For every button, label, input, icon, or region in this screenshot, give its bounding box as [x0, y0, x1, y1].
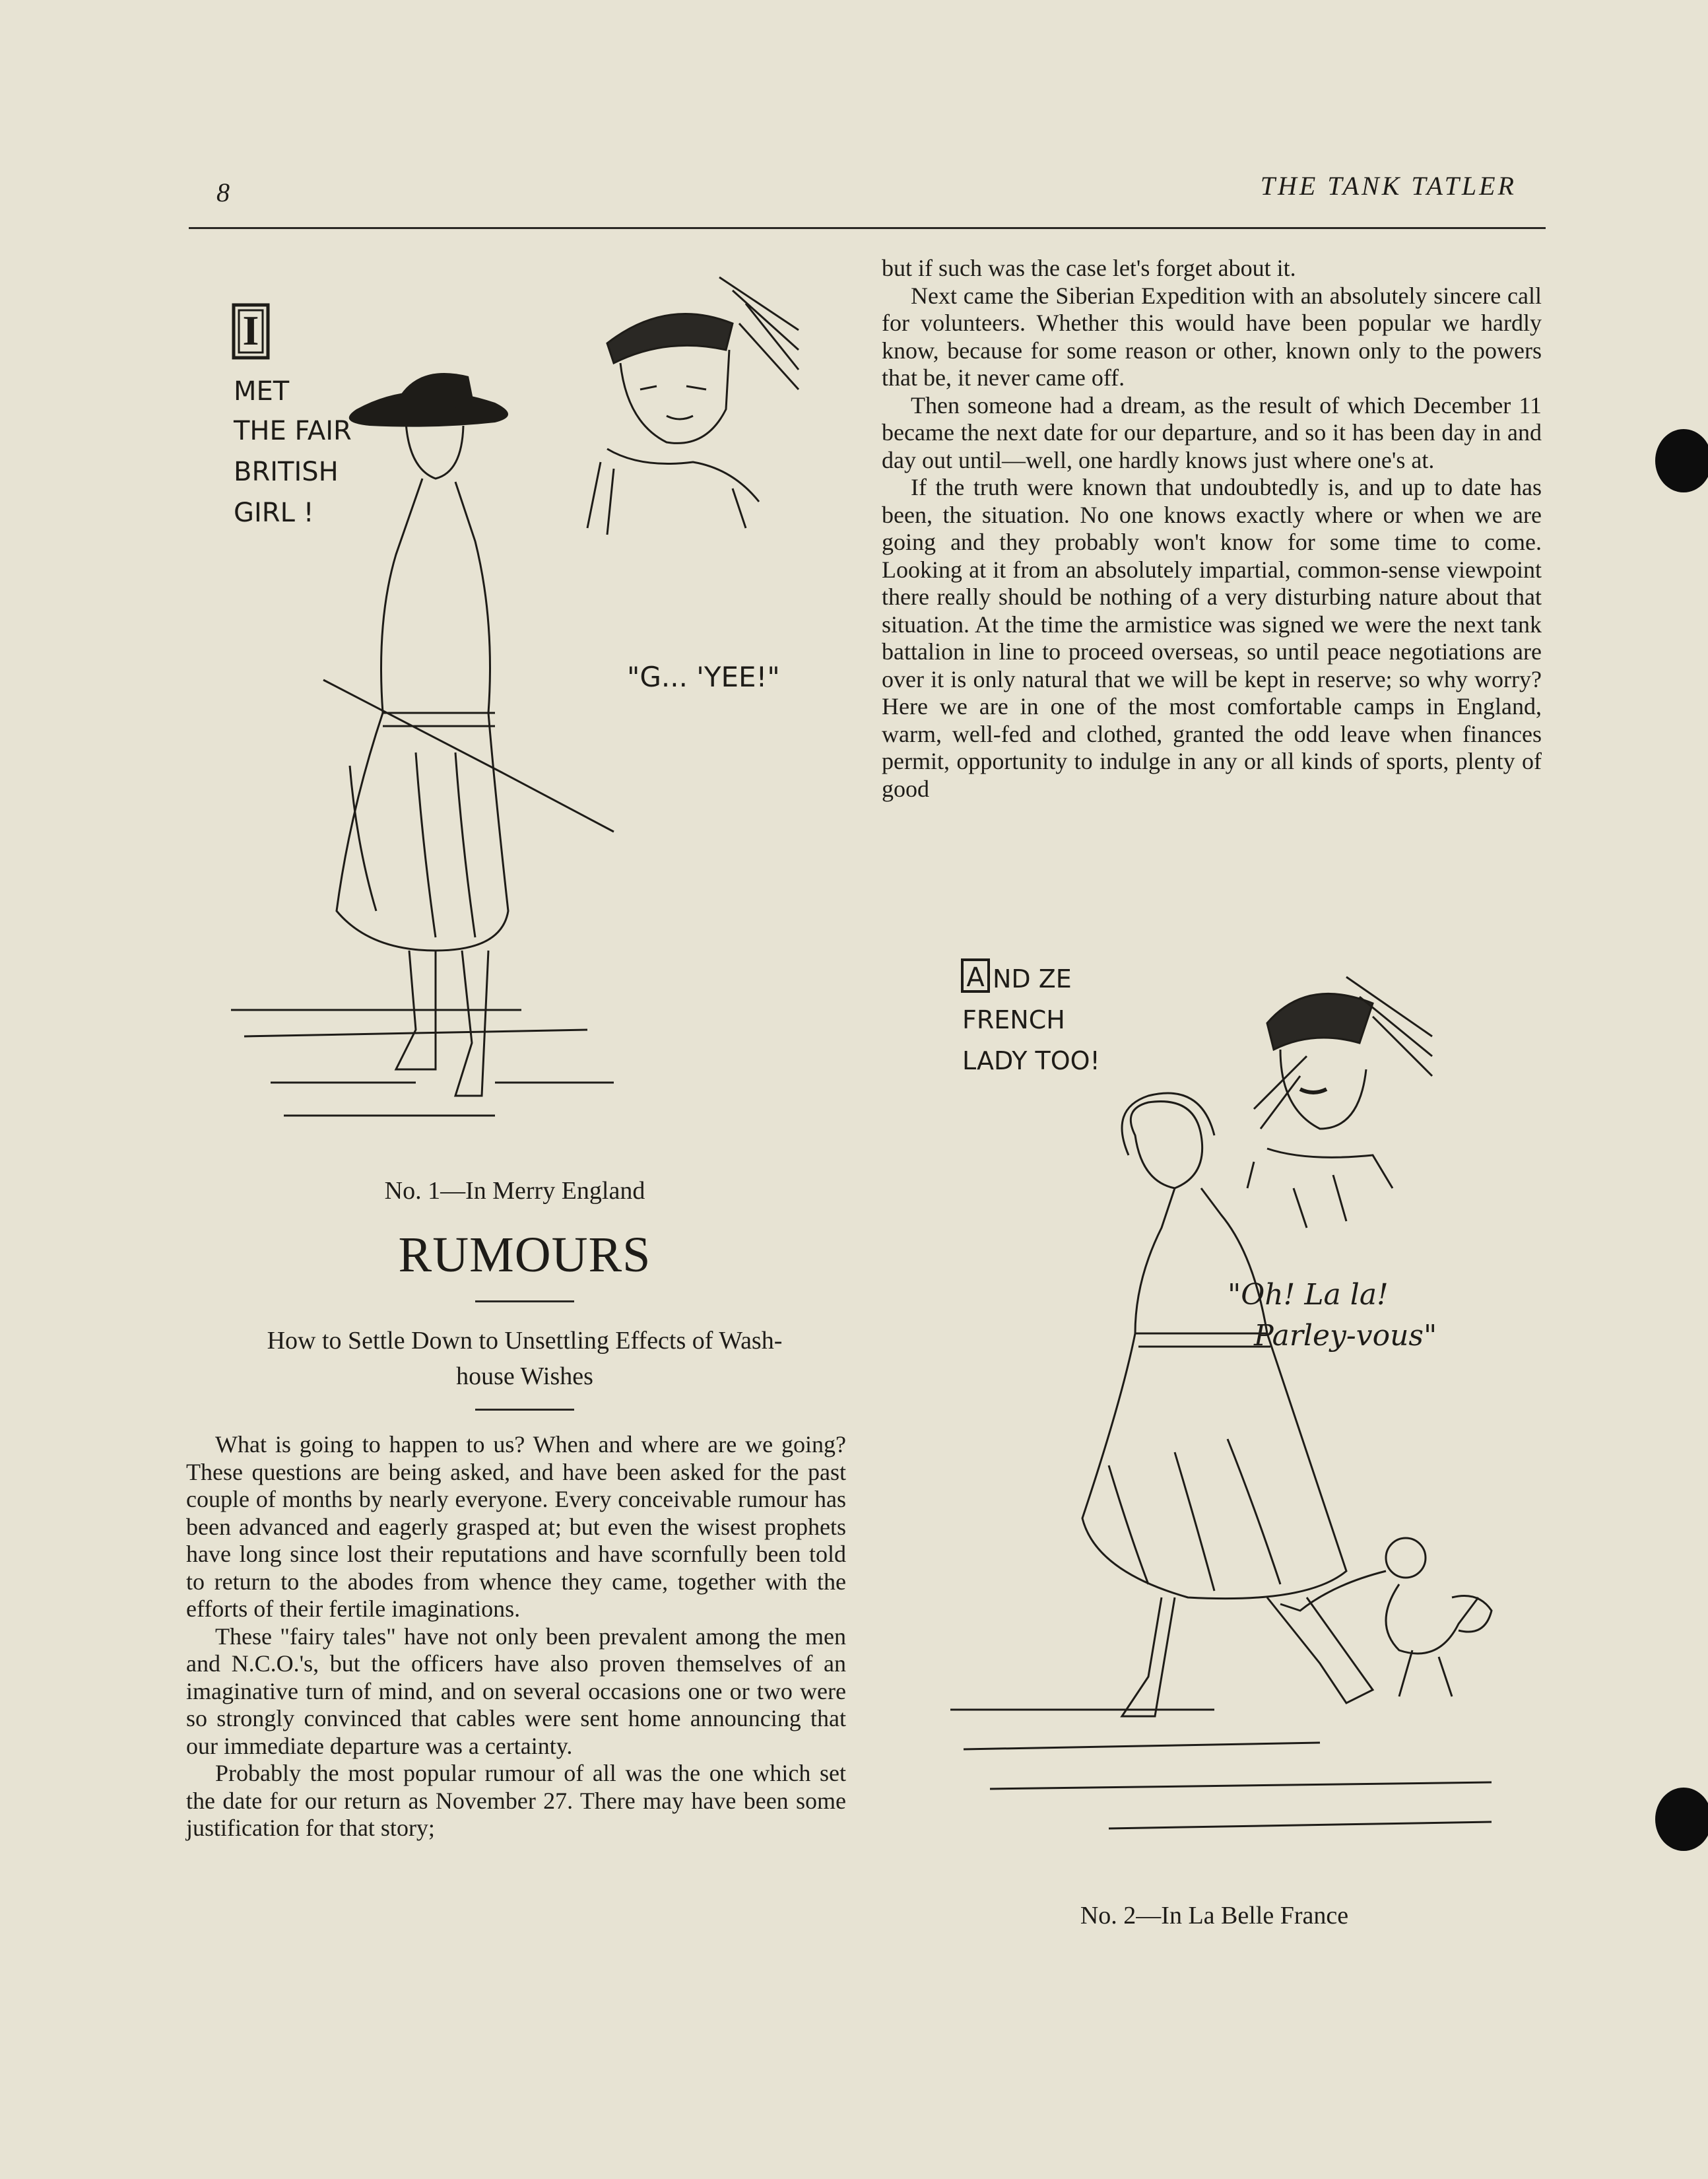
- illustration-la-belle-france: [911, 937, 1518, 1888]
- subtitle-line-2: house Wishes: [456, 1362, 593, 1390]
- article-title: RUMOURS: [398, 1227, 651, 1283]
- caption-line-girl: GIRL !: [234, 498, 314, 528]
- caption-line-met: MET: [234, 376, 290, 407]
- paragraph: Then someone had a dream, as the result of which December 11 became the next date for our departure, and so it has been day in and day out until—well, one hardly knows just where one's at.: [882, 391, 1542, 473]
- caption-line-lady-too: LADY TOO!: [962, 1046, 1100, 1075]
- soldier-speech: "G... 'YEE!": [627, 661, 780, 693]
- binder-hole-top: [1655, 429, 1708, 492]
- article-subtitle: [178, 1323, 871, 1394]
- header-rule: [189, 227, 1546, 229]
- soldier-speech-line-2: Parley-vous": [1254, 1319, 1437, 1353]
- british-girl-sketch: [218, 251, 812, 1162]
- caption-line-french: FRENCH: [962, 1005, 1065, 1034]
- french-lady-sketch: [911, 937, 1518, 1888]
- paragraph-continuation: but if such was the case let's forget about it.: [882, 255, 1296, 281]
- caption-line-fair: THE FAIR: [234, 416, 352, 446]
- paragraph: If the truth were known that undoubtedly is, and up to date has been, the situation. No one knows exactly where or when we are going and they probably won't know for some time to come. Looking at it from an absolutely impartial, common-sense viewpoint there really should be nothing of a very disturbing nature about that situation. At the time the armistice was signed we were the next tank battalion in line to proceed overseas, so until peace negotiations are over it is only natural that we will be kept in reserve; so why worry? Here we are in one of the most comfortable camps in England, warm, well-fed and clothed, granted the odd leave when finances permit, opportunity to indulge in any or all kinds of sports, plenty of good: [882, 474, 1542, 802]
- paragraph: What is going to happen to us? When and where are we going? These questions are being asked, and have been asked for the past couple of months by nearly everyone. Every conceivable rumour has been advanced and eagerly grasped at; but even the wisest prophets have long since lost their reputations and have scornfully been told to return to the abodes from whence they came, together with the efforts of their fertile imaginations.: [186, 1431, 846, 1622]
- binder-hole-bottom: [1655, 1788, 1708, 1851]
- dropcap-i: I: [242, 307, 259, 354]
- article-column-right: [882, 255, 1542, 803]
- caption-la-belle-france: No. 2—In La Belle France: [1080, 1902, 1349, 1929]
- article-column-left: [186, 1431, 846, 1842]
- paragraph: Next came the Siberian Expedition with an absolutely sincere call for volunteers. Whether this would have been popular we hardly know, because for some reason or other, known only to the powers that be, it never came off.: [882, 282, 1542, 391]
- title-rule: [475, 1300, 574, 1302]
- paragraph: Probably the most popular rumour of all was the one which set the date for our return as November 27. There may have been some justification for that story;: [186, 1760, 846, 1841]
- caption-merry-england: No. 1—In Merry England: [384, 1177, 645, 1205]
- caption-line-british: BRITISH: [234, 457, 339, 487]
- subtitle-line-1: How to Settle Down to Unsettling Effects of Wash-: [267, 1327, 783, 1355]
- dropcap-a: A: [966, 962, 985, 993]
- running-title: THE TANK TATLER: [1260, 171, 1517, 201]
- subtitle-rule: [475, 1409, 574, 1411]
- illustration-merry-england: [218, 251, 812, 1162]
- soldier-speech-line-1: "Oh! La la!: [1228, 1278, 1389, 1312]
- page-number: 8: [216, 178, 230, 207]
- caption-line-and-ze: ND ZE: [993, 964, 1072, 993]
- paragraph: These "fairy tales" have not only been prevalent among the men and N.C.O.'s, but the officers have also proven themselves of an imaginative turn of mind, and on several occasions one or two were so strongly convinced that cables were sent home announcing that our immediate departure was a certainty.: [186, 1623, 846, 1759]
